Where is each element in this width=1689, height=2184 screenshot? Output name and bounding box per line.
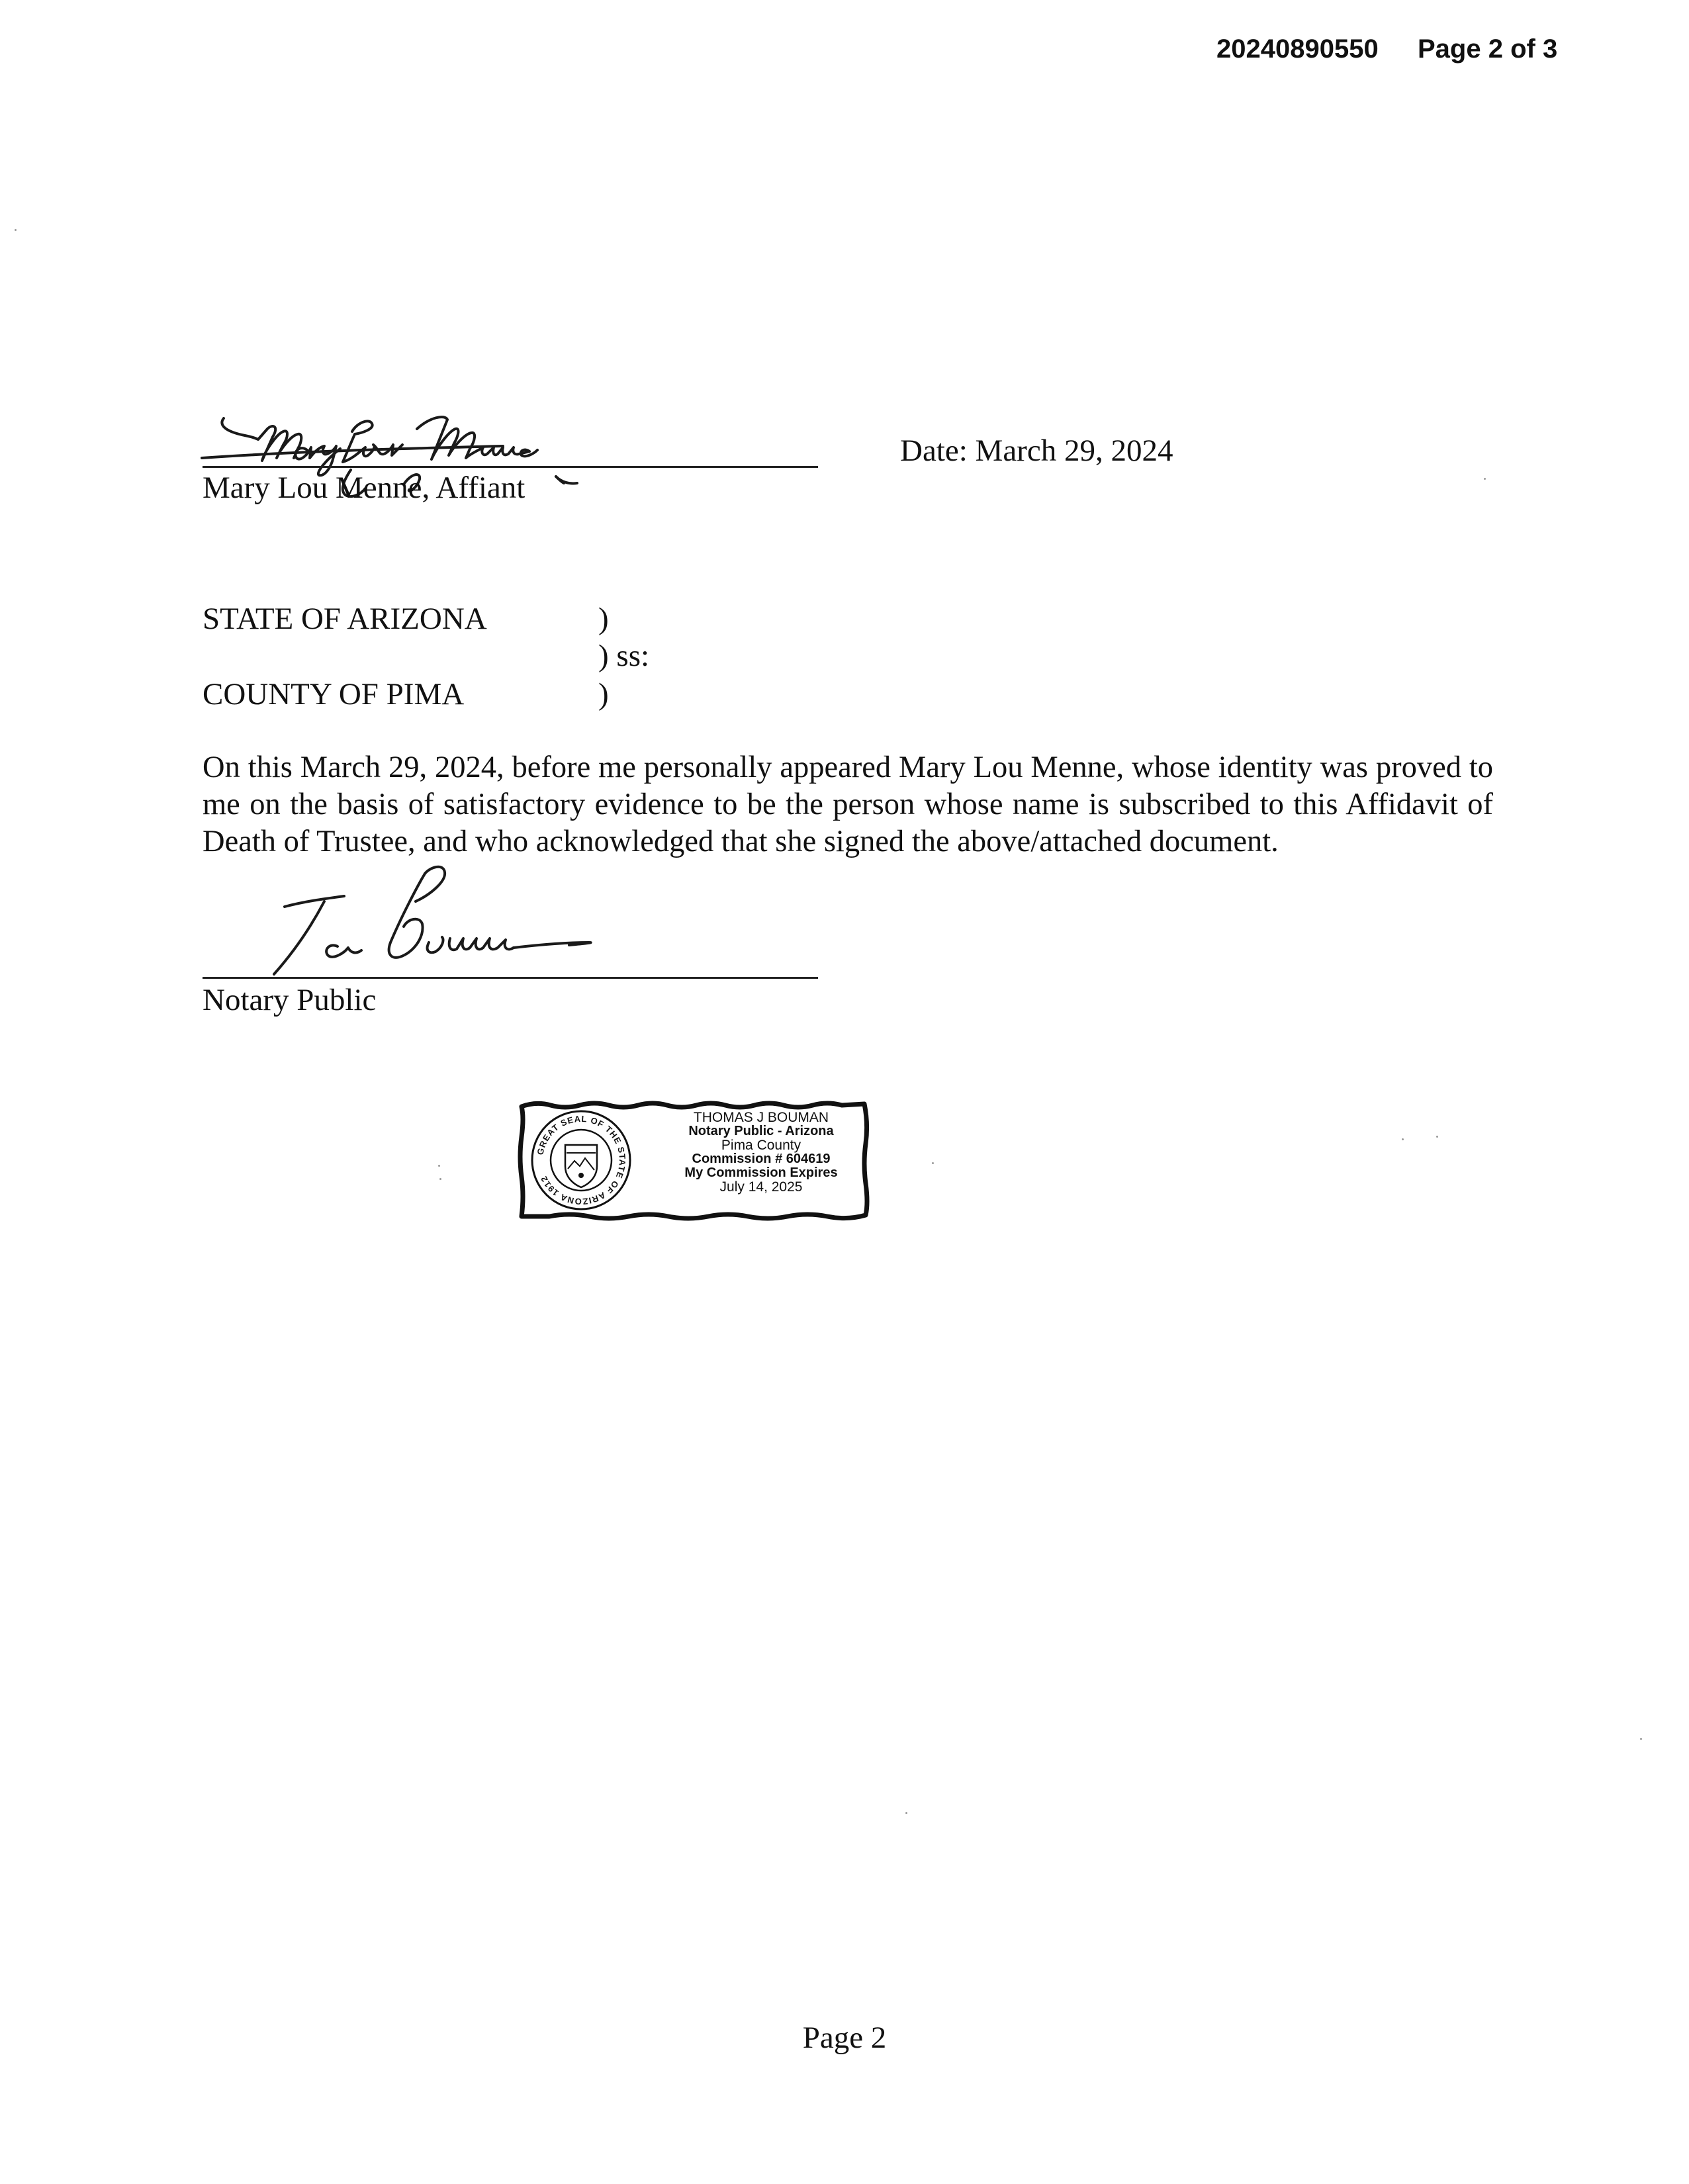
venue-paren-ss: ) ss: [598,639,650,673]
stamp-county: Pima County [721,1138,801,1153]
venue-county: COUNTY OF PIMA [203,677,465,711]
page-indicator: Page 2 of 3 [1418,34,1558,64]
scan-speck [932,1162,934,1164]
document-number: 20240890550 [1216,34,1379,64]
scan-speck [1484,478,1486,480]
affiant-date: Date: March 29, 2024 [900,433,1173,468]
svg-text:GREAT SEAL OF THE STATE OF ARI [535,1114,627,1206]
stamp-commission: Commission # 604619 [692,1152,831,1166]
venue-state: STATE OF ARIZONA [203,602,487,636]
notary-stamp [516,1097,870,1223]
venue-paren-1: ) [598,602,609,636]
venue-paren-3: ) [598,677,609,711]
notary-signature-line [203,977,818,979]
stamp-notary-name: THOMAS J BOUMAN [693,1110,829,1125]
scan-speck [439,1178,441,1180]
affiant-name-label: Mary Lou Menne, Affiant [203,471,525,505]
seal-ring-text: GREAT SEAL OF THE STATE OF ARIZONA 1912 [535,1113,628,1207]
footer-page-label: Page 2 [802,2021,887,2055]
scan-speck [1402,1138,1404,1140]
stamp-expires-date: July 14, 2025 [719,1179,803,1195]
stamp-expires-label: My Commission Expires [684,1165,838,1180]
notary-label: Notary Public [203,983,377,1017]
scan-speck [905,1812,907,1814]
stamp-notary-title: Notary Public - Arizona [688,1124,834,1138]
scan-speck [1640,1738,1642,1740]
notary-signature [251,860,622,979]
scan-speck [15,229,17,231]
scan-speck [1436,1136,1438,1138]
scan-speck [438,1165,440,1167]
affiant-signature-line [203,466,818,468]
notary-stamp-text [662,1111,860,1194]
acknowledgment-paragraph: On this March 29, 2024, before me personally appeared Mary Lou Menne, whose identity was proved to me on the basis of satisfactory evidence to be the person whose name is subscribed to this Affidavit of Death of Trustee, and who acknowledged that she signed the above/attached document. [203,751,1493,858]
